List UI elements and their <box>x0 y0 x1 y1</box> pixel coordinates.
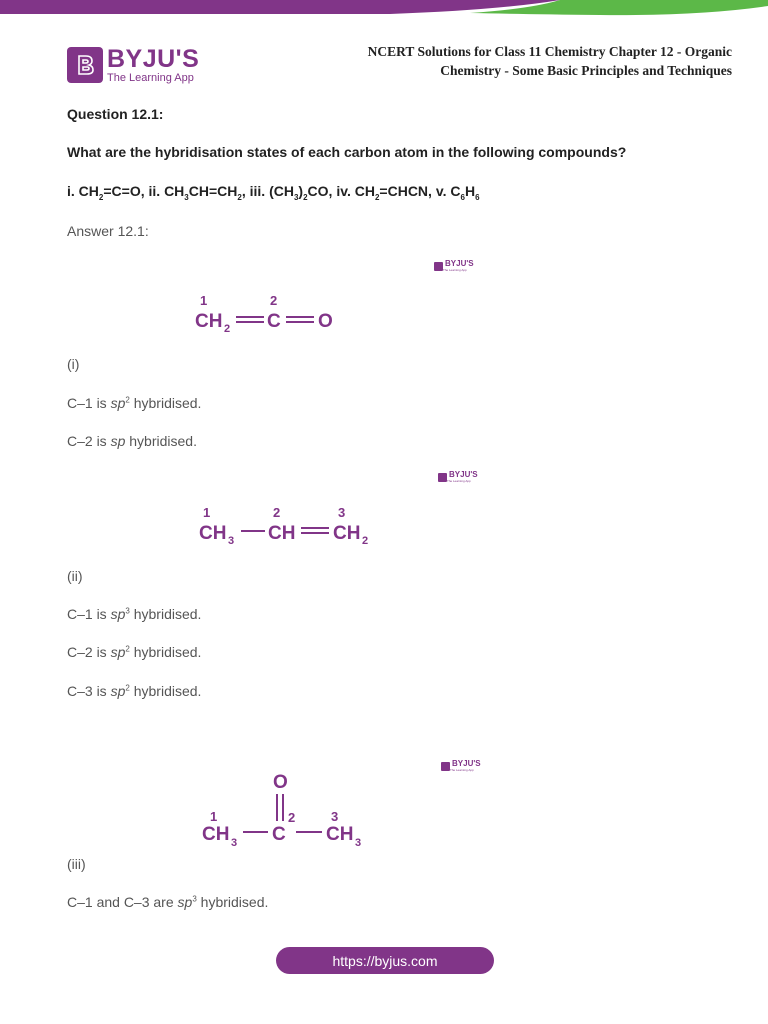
group-ch2: CH <box>195 311 223 332</box>
question-label: Question 12.1: <box>67 106 164 122</box>
svg-text:2: 2 <box>362 535 369 547</box>
group-o: O <box>318 311 333 332</box>
compound-list: i. $CH_2=C=O$, ii. $CH_3CH=CH_2$, iii. $(CH_3)_2CO$, iv. $CH_2=CHCN$, v. $C_6H_6$ <box>67 183 480 202</box>
carbon-number-3: 3 <box>338 505 346 520</box>
group-ch: CH <box>268 523 296 544</box>
part-i-line-1: C–1 is $sp^2$ hybridised. <box>67 395 202 411</box>
structure-ketene <box>190 290 350 340</box>
svg-text:3: 3 <box>228 535 235 547</box>
structure-propene <box>195 502 395 552</box>
logo-mark <box>67 47 103 83</box>
group-ch2: CH <box>333 523 361 544</box>
document-title: NCERT Solutions for Class 11 Chemistry Chapter 12 - Organic Chemistry - Some Basic Principles and Techniques <box>367 44 732 78</box>
logo-tagline: The Learning App <box>107 71 194 84</box>
group-o: O <box>273 772 288 793</box>
part-ii-line-1: C–1 is $sp^3$ hybridised. <box>67 606 202 622</box>
logo-brand: BYJU'S <box>107 44 200 73</box>
group-ch3: CH <box>199 523 227 544</box>
carbon-number-1: 1 <box>210 809 218 824</box>
byjus-watermark: BYJU'S The Learning App <box>441 760 481 772</box>
part-ii-line-2: C–2 is $sp^2$ hybridised. <box>67 644 202 660</box>
group-c: C <box>272 824 286 845</box>
carbon-number-1: 1 <box>200 293 208 308</box>
svg-text:3: 3 <box>231 837 238 849</box>
structure-acetone <box>198 766 378 852</box>
part-iii-line-1: C–1 and C–3 are $sp^3$ hybridised. <box>67 894 269 910</box>
svg-text:2: 2 <box>224 323 231 335</box>
top-decorative-bar <box>0 0 768 20</box>
part-i-line-2: C–2 is sp hybridised. <box>67 433 197 449</box>
part-i-label: (i) <box>67 356 80 372</box>
byjus-watermark: BYJU'S The Learning App <box>438 471 478 483</box>
answer-label: Answer 12.1: <box>67 223 149 239</box>
footer-url-link[interactable]: https://byjus.com <box>276 947 494 974</box>
byjus-watermark: BYJU'S The Learning App <box>434 260 474 272</box>
question-text: What are the hybridisation states of each carbon atom in the following compounds? <box>67 144 627 160</box>
part-ii-label: (ii) <box>67 568 83 584</box>
carbon-number-1: 1 <box>203 505 211 520</box>
watermark-logo-icon <box>434 262 443 271</box>
svg-text:3: 3 <box>355 837 362 849</box>
watermark-logo-icon <box>438 473 447 482</box>
group-c: C <box>267 311 281 332</box>
watermark-logo-icon <box>441 762 450 771</box>
part-ii-line-3: C–3 is $sp^2$ hybridised. <box>67 683 202 699</box>
group-ch3: CH <box>202 824 230 845</box>
group-ch3: CH <box>326 824 354 845</box>
carbon-number-2: 2 <box>273 505 281 520</box>
logo-b-icon <box>73 53 97 77</box>
part-iii-label: (iii) <box>67 856 86 872</box>
carbon-number-3: 3 <box>331 809 339 824</box>
carbon-number-2: 2 <box>288 810 296 825</box>
carbon-number-2: 2 <box>270 293 278 308</box>
byjus-logo <box>67 45 199 85</box>
